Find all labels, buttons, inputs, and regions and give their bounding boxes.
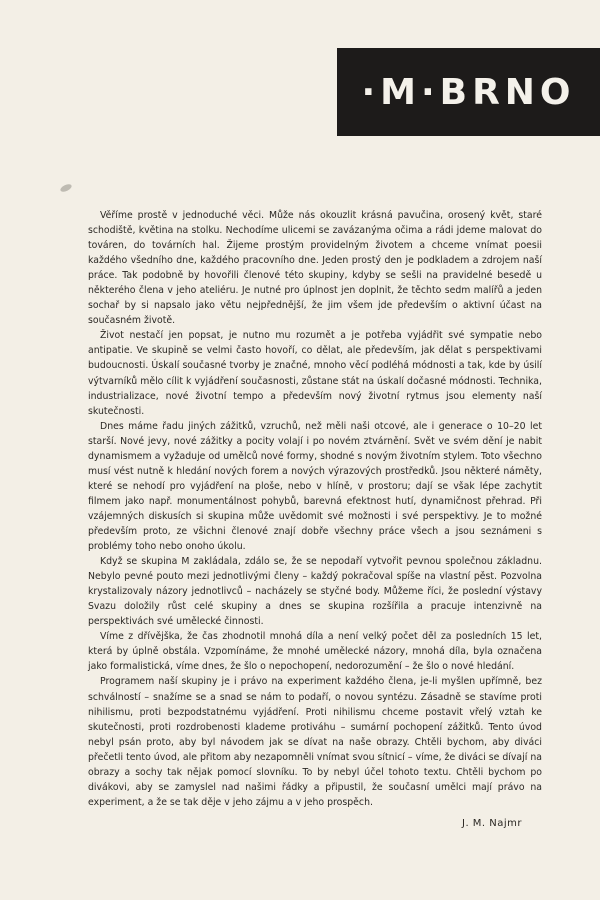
paragraph: Dnes máme řadu jiných zážitků, vzruchů, než měli naši otcové, ale i generace o 10–20 let starší. Nové jevy, nové zážitky a pocity volají i po novém ztvárnění. Svět ve svém dění je nabit dynamismem a vyžaduje od umělců nové formy, shodné s novým životním stylem. Toto všechno musí vést nutně k hledání nových forem a nových výrazových prostředků. Jsou některé náměty, které se nehodí pro vyjádření na ploše, nebo v hlíně, v prostoru; dají se však lépe zachytit filmem jako např. monumentálnost pohybů, barevná efektnost hutí, dynamičnost přehrad. Při vzájemných diskusích si skupina může uvědomit své možnosti i své perspektivy. Je to možné především proto, ze všichni členové znají dobře všechny práce všech a jsou seznámeni s problémy toho nebo onoho úkolu.: [88, 420, 542, 553]
paragraph: Když se skupina M zakládala, zdálo se, že se nepodaří vytvořit pevnou společnou základnu. Nebylo pevné pouto mezi jednotlivými členy – každý pokračoval spíše na vlastní pěst. Pozvolna krystalizovaly názory jednotlivců – nacházely se styčné body. Můžeme říci, že poslední výstavy Svazu doložily růst celé skupiny a dnes se skupina rozšířila a pracuje intenzivně na perspektivách své umělecké činnosti.: [88, 556, 542, 628]
paragraph: Život nestačí jen popsat, je nutno mu rozumět a je potřeba vyjádřit své sympatie nebo antipatie. Ve skupině se velmi často hovoří, co dělat, ale především, jak dělat s perspektivami budoucnosti. Úskalí současné tvorby je značné, mnoho věcí podléhá módnosti a tak, kde by úsilí výtvarníků mělo cílit k vyjádření současnosti, zůstane stát na úskalí dočasné módnosti. Technika, industrializace, nové životní tempo a především nový životní rytmus jsou elementy naší skutečnosti.: [88, 330, 542, 417]
body-text: [88, 208, 542, 810]
title-banner: [337, 48, 600, 136]
ink-smudge-mark: [59, 183, 72, 194]
author-signature: J. M. Najmr: [462, 818, 523, 829]
paragraph: Programem naší skupiny je i právo na experiment každého člena, je-li myšlen upřímně, bez schválností – snažíme se a snad se nám to podaří, o novou syntézu. Zásadně se stavíme proti nihilismu, proti bezpodstatnému vyjádření. Proti nihilismu chceme postavit vřelý vztah ke skutečnosti, proti rozdrobenosti klademe protiváhu – sumární pochopení zážitků. Tento úvod nebyl psán proto, aby byl návodem jak se dívat na naše obrazy. Chtěli bychom, aby diváci přečetli tento úvod, ale přitom aby nezapomněli vnímat svou sítnicí – víme, že diváci se dívají na obrazy a sochy tak nějak pomocí slovníku. To by nebyl účel tohoto textu. Chtěli bychom po divákovi, aby se zamyslel nad našimi řádky a připustil, že současní umělci mají právo na experiment, a že se tak děje v jeho zájmu a v jeho prospěch.: [88, 676, 542, 808]
page-title: ·M·BRNO: [361, 71, 576, 113]
paragraph: Věříme prostě v jednoduché věci. Může nás okouzlit krásná pavučina, orosený květ, staré schodiště, květina na stolku. Nechodíme ulicemi se zavázanýma očima a rádi jdeme malovat do továren, do továrních hal. Žijeme prostým providelným životem a chceme vnímat poesii každého všedního dne, každého pracovního dne. Jeden prostý den je podkladem a zdrojem naší práce. Tak podobně by hovořili členové této skupiny, kdyby se sešli na pravidelné besedě u některého člena v jeho ateliéru. Je nutné pro úplnost jen doplnit, že těchto sedm malířů a jeden sochař by si napsalo jako větu nejpřednější, že jim všem jde především o aktivní účast na současném životě.: [88, 210, 542, 327]
paragraph: Víme z dřívějška, že čas zhodnotil mnohá díla a není velký počet děl za posledních 15 let, která by úplně obstála. Vzpomínáme, že mnohé umělecké názory, mnohá díla, byla označena jako formalistická, víme dnes, že šlo o nepochopení, nedorozumění – že šlo o nové hledání.: [88, 631, 542, 673]
